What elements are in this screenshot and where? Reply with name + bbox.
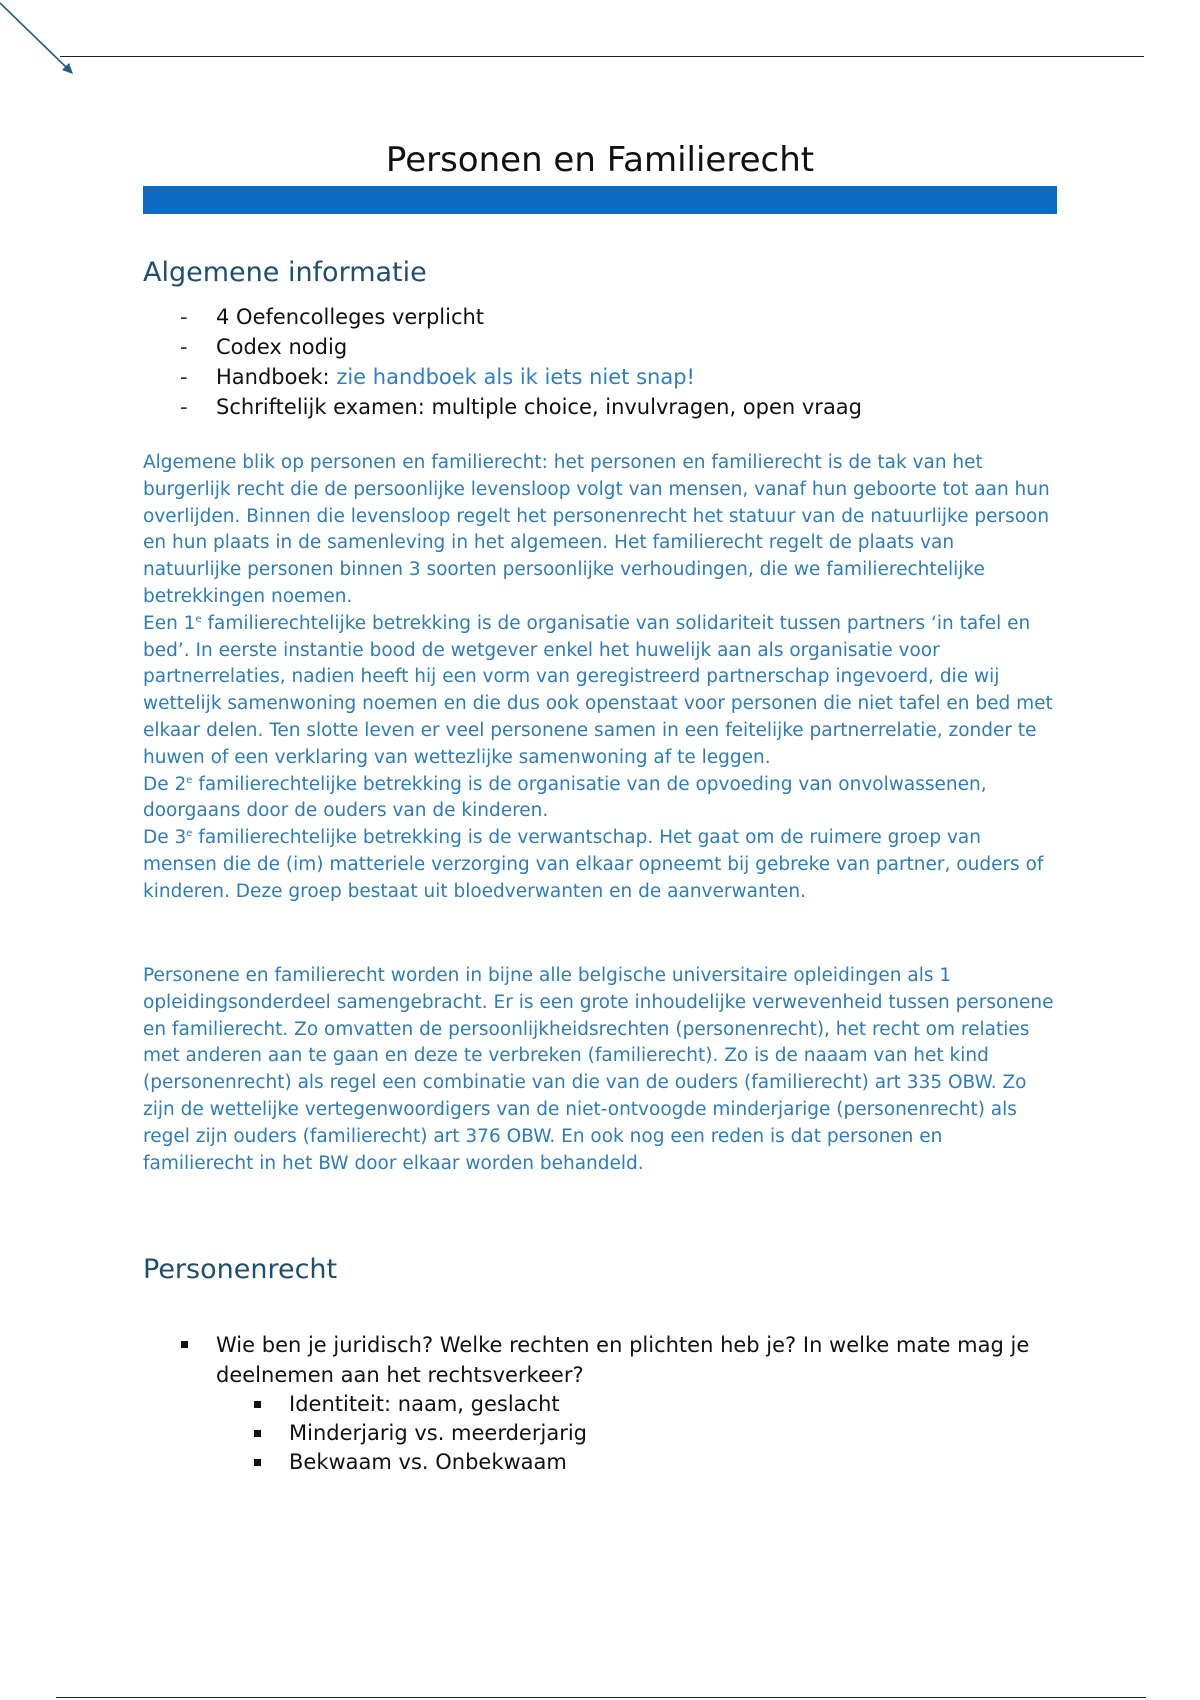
second-paragraph	[143, 963, 1057, 1177]
square-bullet	[254, 1430, 261, 1437]
dash-bullet: -	[180, 365, 188, 389]
list-item: - Handboek: zie handboek als ik iets niet snap!	[143, 362, 862, 392]
dash-bullet: -	[180, 395, 188, 419]
intro-paragraph	[143, 450, 1057, 906]
footer-rule	[56, 1697, 1146, 1698]
dash-bullet: -	[180, 335, 188, 359]
title-accent-bar	[143, 186, 1057, 214]
personenrecht-list	[143, 1330, 1057, 1477]
sub-list-item: Minderjarig vs. meerderjarig	[216, 1419, 1057, 1448]
sub-list-item: Identiteit: naam, geslacht	[216, 1390, 1057, 1419]
list-item: - Codex nodig	[143, 332, 862, 362]
sub-list	[216, 1390, 1057, 1477]
section-heading-personenrecht: Personenrecht	[143, 1254, 338, 1285]
intro-text: Algemene blik op personen en familierecht: het personen en familierecht is de tak van het burgerlijk recht die de persoonlijke levensloop volgt van mensen, vanaf hun geboorte tot aan hun overlijden. Binnen die levensloop regelt het personenrecht het statuur van de natuurlijke persoon en hun plaats in de samenleving in het algemeen. Het familierecht regelt de plaats van natuurlijke personen binnen 3 soorten persoonlijke verhoudingen, die we familierechtelijke betrekkingen noemen.	[143, 452, 1050, 607]
info-list	[143, 302, 862, 422]
page-title: Personen en Familierecht	[385, 140, 815, 180]
list-item: - 4 Oefencolleges verplicht	[143, 302, 862, 332]
sub-list-item: Bekwaam vs. Onbekwaam	[216, 1448, 1057, 1477]
betrekking-3: De 3e familierechtelijke betrekking is de verwantschap. Het gaat om de ruimere groep van mensen die de (im) matteriele verzorging van elkaar opneemt bij gebreke van partner, ouders of kinderen. Deze groep bestaat uit bloedverwanten en de aanverwanten.	[143, 827, 1044, 902]
header-rule	[60, 56, 1144, 57]
list-item: Wie ben je juridisch? Welke rechten en plichten heb je? In welke mate mag je deelnemen aan het rechtsverkeer? Identiteit: naam, geslacht Minderjarig vs. meerderjarig Bekwaam vs. Onbekwaam	[143, 1330, 1057, 1477]
betrekking-1: Een 1e familierechtelijke betrekking is de organisatie van solidariteit tussen partners ‘in tafel en bed’. In eerste instantie bood de wetgever enkel het huwelijk aan als organisatie voor partnerrelaties, nadien heeft hij een vorm van geregistreerd partnerschap ingevoerd, die wij wettelijk samenwoning noemen en die dus ook openstaat voor personen die niet tafel en bed met elkaar delen. Ten slotte leven er veel personene samen in een feitelijke partnerrelatie, zonder te huwen of een verklaring van wettezlijke samenwoning af te leggen.	[143, 612, 1053, 768]
square-bullet	[254, 1459, 261, 1466]
corner-arrow-icon	[0, 0, 80, 80]
square-bullet	[254, 1401, 261, 1408]
dash-bullet: -	[180, 305, 188, 329]
handbook-note: zie handboek als ik iets niet snap!	[336, 365, 695, 389]
list-item: - Schriftelijk examen: multiple choice, invulvragen, open vraag	[143, 392, 862, 422]
paragraph-text: Personene en familierecht worden in bijne alle belgische universitaire opleidingen als 1 opleidingsonderdeel samengebracht. Er is een grote inhoudelijke verwevenheid tussen personene en familierecht. Zo omvatten de persoonlijkheidsrechten (personenrecht), het recht om relaties met anderen aan te gaan en deze te verbreken (familierecht). Zo is de naaam van het kind (personenrecht) als regel een combinatie van die van de ouders (familierecht) art 335 OBW. Zo zijn de wettelijke vertegenwoordigers van de niet-ontvoogde minderjarige (personenrecht) als regel zijn ouders (familierecht) art 376 OBW. En ook nog een reden is dat personen en familierecht in het BW door elkaar worden behandeld.	[143, 965, 1054, 1174]
section-heading-algemeen: Algemene informatie	[143, 257, 427, 288]
betrekking-2: De 2e familierechtelijke betrekking is de organisatie van de opvoeding van onvolwassenen, doorgaans door de ouders van de kinderen.	[143, 773, 987, 822]
square-bullet	[181, 1341, 188, 1348]
